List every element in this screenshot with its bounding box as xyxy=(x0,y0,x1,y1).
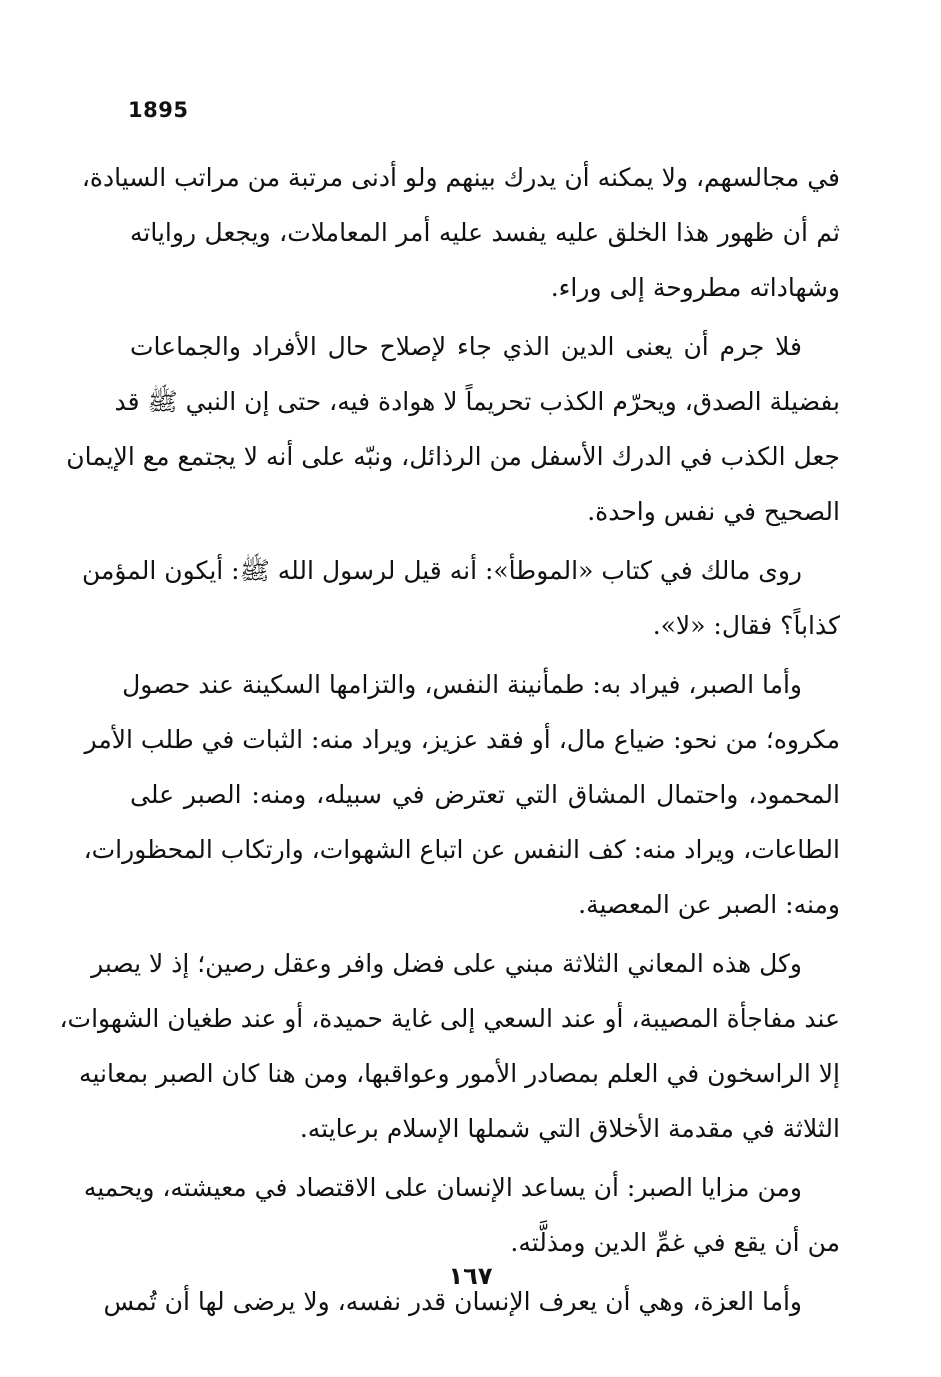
paragraph-4 xyxy=(83,657,840,932)
text-line: بفضيلة الصدق، ويحرّم الكذب تحريماً لا هوادة فيه، حتى إن النبي ﷺ قد xyxy=(114,387,840,416)
text-line: وأما الصبر، فيراد به: طمأنينة النفس، والتزامها السكينة عند حصول xyxy=(122,670,802,699)
text-line: ثم أن ظهور هذا الخلق عليه يفسد عليه أمر المعاملات، ويجعل رواياته xyxy=(130,218,840,247)
paragraph-6 xyxy=(83,1160,840,1270)
text-line: ومن مزايا الصبر: أن يساعد الإنسان على الاقتصاد في معيشته، ويحميه xyxy=(83,1173,802,1202)
text-line: إلا الراسخون في العلم بمصادر الأمور وعواقبها، ومن هنا كان الصبر بمعانيه xyxy=(79,1059,840,1088)
text-line: فلا جرم أن يعنى الدين الذي جاء لإصلاح حال الأفراد والجماعات xyxy=(130,332,802,361)
text-line: روى مالك في كتاب «الموطأ»: أنه قيل لرسول الله ﷺ: أيكون المؤمن xyxy=(81,556,802,585)
text-line: مكروه؛ من نحو: ضياع مال، أو فقد عزيز، ويراد منه: الثبات في طلب الأمر xyxy=(84,725,840,754)
text-line: وشهاداته مطروحة إلى وراء. xyxy=(550,273,840,302)
text-line: المحمود، واحتمال المشاق التي تعترض في سبيله، ومنه: الصبر على xyxy=(130,780,840,809)
page-number-bottom: ١٦٧ xyxy=(448,1262,493,1290)
page-number-top: 1895 xyxy=(128,98,189,122)
text-line: كذاباً؟ فقال: «لا». xyxy=(652,611,840,640)
text-line: وكل هذه المعاني الثلاثة مبني على فضل وافر وعقل رصين؛ إذ لا يصبر xyxy=(91,949,802,978)
text-line: الطاعات، ويراد منه: كف النفس عن اتباع الشهوات، وارتكاب المحظورات، xyxy=(83,835,840,864)
text-line: وأما العزة، وهي أن يعرف الإنسان قدر نفسه، ولا يرضى لها أن تُمس xyxy=(103,1287,802,1316)
text-line: في مجالسهم، ولا يمكنه أن يدرك بينهم ولو أدنى مرتبة من مراتب السيادة، xyxy=(81,163,840,192)
text-line: جعل الكذب في الدرك الأسفل من الرذائل، ونبّه على أنه لا يجتمع مع الإيمان xyxy=(66,442,840,471)
text-line: الثلاثة في مقدمة الأخلاق التي شملها الإسلام برعايته. xyxy=(299,1114,840,1143)
text-line: عند مفاجأة المصيبة، أو عند السعي إلى غاية حميدة، أو عند طغيان الشهوات، xyxy=(59,1004,840,1033)
paragraph-1 xyxy=(81,150,840,315)
text-line: ومنه: الصبر عن المعصية. xyxy=(578,890,840,919)
paragraph-2 xyxy=(66,319,840,539)
paragraph-3 xyxy=(81,543,840,653)
text-line: الصحيح في نفس واحدة. xyxy=(587,497,840,526)
paragraph-5 xyxy=(59,936,840,1156)
text-line: من أن يقع في غمِّ الدين ومذلَّته. xyxy=(510,1228,840,1257)
page-body xyxy=(59,150,840,1333)
